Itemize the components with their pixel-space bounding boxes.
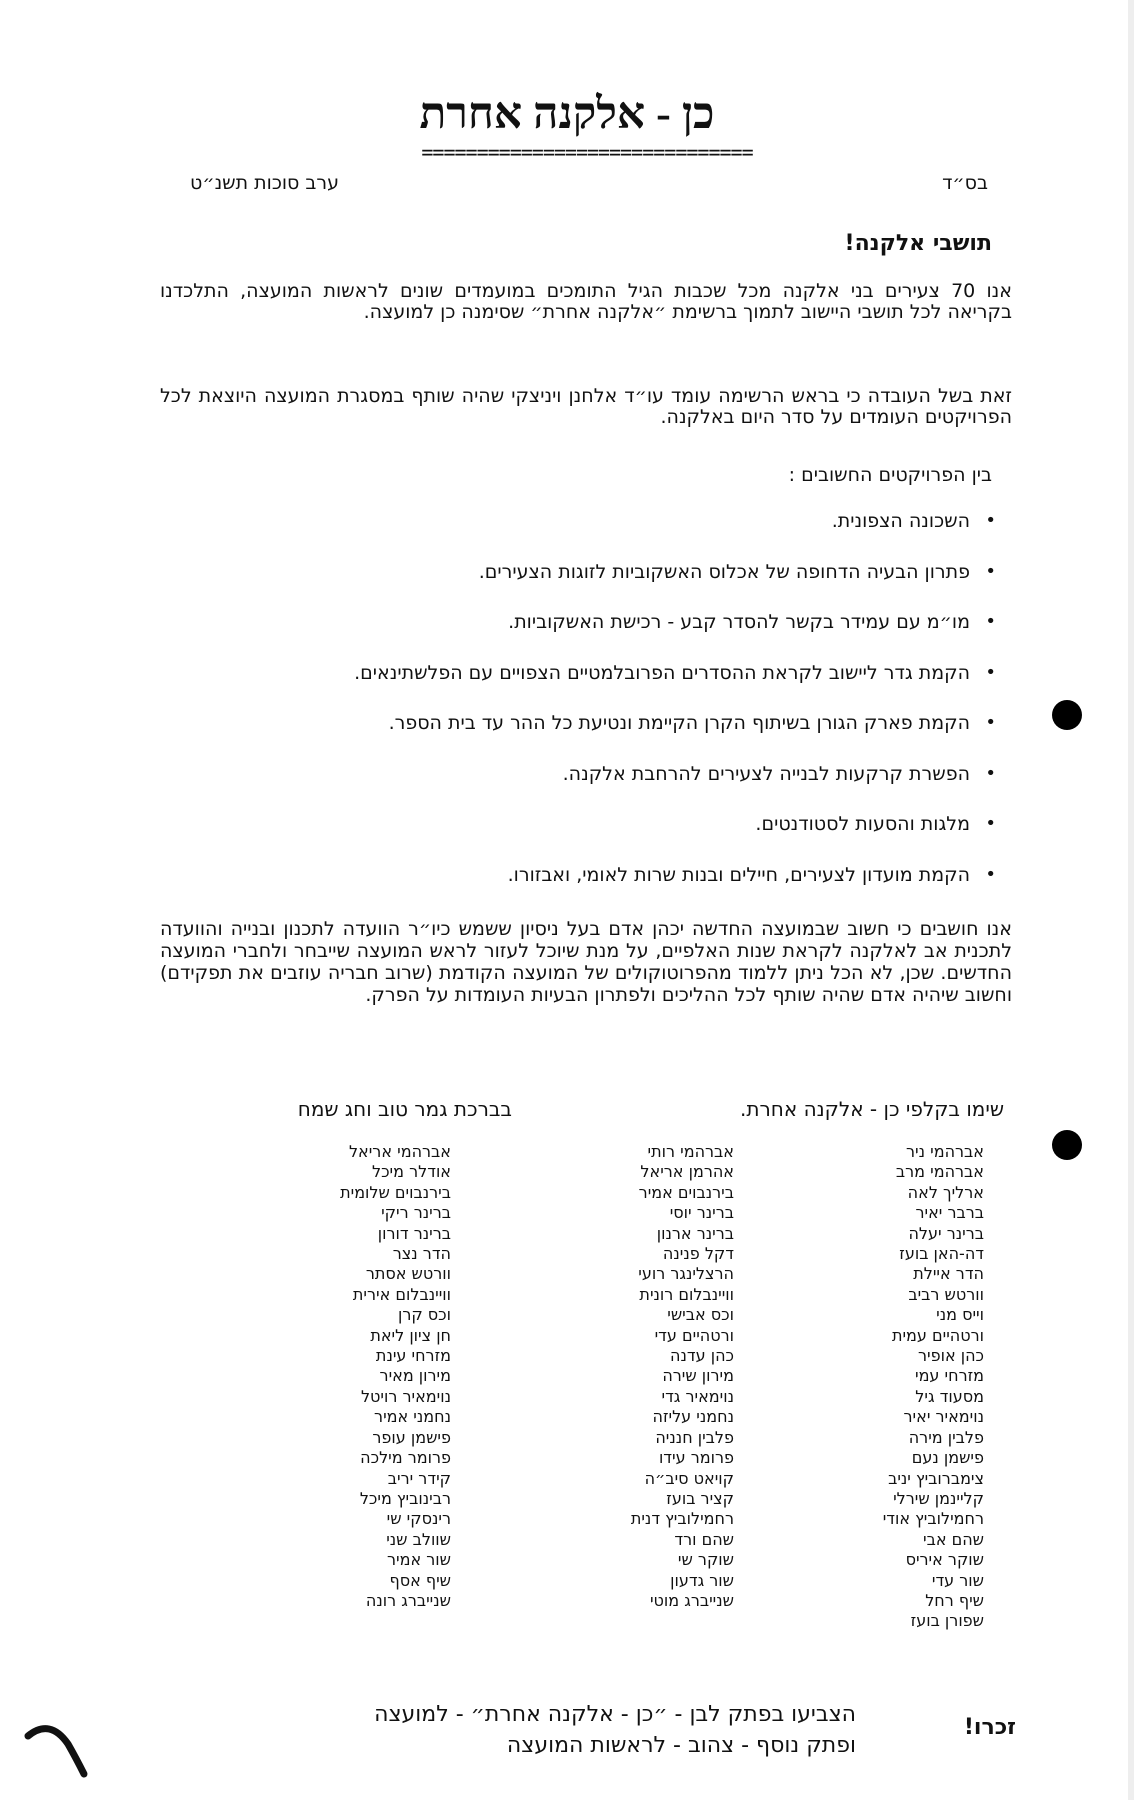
list-item: אברהמי רותי — [647, 1142, 734, 1161]
list-item: קליינמן שירלי — [893, 1488, 984, 1508]
bullet-icon: • — [985, 712, 996, 733]
list-item: רינסקי שי — [386, 1509, 451, 1529]
list-item: רחמילוביץ אודי — [882, 1509, 984, 1529]
vote-line: שימו בקלפי כן - אלקנה אחרת. — [739, 1097, 1004, 1121]
list-item: שור עדי — [931, 1570, 984, 1590]
list-item: וויינבלום רונית — [639, 1284, 734, 1304]
list-item: מירון שירה — [662, 1366, 734, 1386]
list-item: שנייברג רונה — [365, 1590, 451, 1610]
list-item: נוימאיר רויטל — [360, 1386, 451, 1406]
blessing-line: בברכת גמר טוב וחג שמח — [297, 1097, 512, 1121]
list-item: דה-האן בועז — [899, 1244, 984, 1264]
bullet-icon: • — [985, 661, 996, 683]
list-item: פישמן נעם — [911, 1448, 984, 1468]
bullet-icon: • — [985, 762, 996, 784]
project-item: • הקמת מועדון לצעירים, חיילים ובנות שרות לאומי, ואבזורו. — [507, 863, 996, 886]
project-item: • מלגות והסעות לסטודנטים. — [755, 813, 996, 835]
project-item: • מו״מ עם עמידר בקשר להסדר קבע - רכישת האשקוביות. — [508, 611, 996, 633]
list-item: ורטהיים עמית — [891, 1325, 984, 1345]
list-item: וכס אבישי — [667, 1305, 734, 1325]
bsd-mark: בס״ד — [942, 172, 988, 194]
list-item: רבינוביץ מיכל — [359, 1488, 451, 1508]
list-item: וכס קרן — [397, 1305, 451, 1325]
list-item: ברינר דורון — [377, 1223, 451, 1243]
list-item: פישמן עופר — [372, 1427, 451, 1447]
list-item: פרומר מילכה — [360, 1448, 451, 1468]
page-title: כן - אלקנה אחרת — [419, 89, 715, 138]
bullet-icon: • — [985, 560, 996, 582]
list-item: אברהמי ניר — [906, 1142, 984, 1161]
list-item: קידר יריב — [387, 1468, 451, 1488]
list-item: שנייברג מוטי — [649, 1590, 734, 1610]
list-item: הדר נצר — [392, 1244, 451, 1264]
list-item: אהרמן אריאל — [640, 1162, 734, 1182]
list-item: וייס מני — [936, 1305, 984, 1325]
list-item: שור אמיר — [387, 1550, 451, 1570]
list-item: פלבין מירה — [908, 1427, 984, 1447]
list-item: קציר בועז — [666, 1488, 734, 1508]
list-item: הדר איילת — [913, 1264, 984, 1284]
names-column-left — [271, 1142, 451, 1611]
binder-hole-icon — [1052, 700, 1082, 730]
list-item: ברינר יעלה — [908, 1223, 984, 1243]
list-item: אודלר מיכל — [372, 1162, 451, 1182]
names-column-right — [814, 1142, 984, 1632]
list-item: נחמני אמיר — [374, 1407, 451, 1427]
list-item: אברהמי אריאל — [348, 1142, 451, 1161]
footer-line-1: הצביעו בפתק לבן - ״כן - אלקנה אחרת״ - למועצה — [374, 1702, 856, 1727]
project-item: • השכונה הצפונית. — [831, 510, 996, 532]
list-item: שהם ורד — [674, 1529, 734, 1549]
date-line: ערב סוכות תשנ״ט — [190, 172, 340, 194]
list-item: שוקר איריס — [905, 1550, 984, 1570]
intro-paragraph: אנו 70 צעירים בני אלקנה מכל שכבות הגיל התומכים במועמדים שונים לראשות המועצה, התלכדנו בקריאה לכל תושבי היישוב לתמוך ברשימת ״אלקנה אחרת״ שסימנה כן למועצה. — [160, 280, 1012, 323]
bullet-icon: • — [985, 863, 996, 885]
remember-label: זכרו! — [963, 1715, 1016, 1740]
scan-edge — [1128, 0, 1134, 1800]
list-item: קויאט סיב״ה — [644, 1468, 734, 1488]
list-item: מזרחי עינת — [375, 1346, 451, 1366]
list-item: הרצלינגר רועי — [638, 1264, 734, 1284]
list-item: מזרחי עמי — [914, 1366, 984, 1386]
projects-list — [184, 510, 1004, 914]
footer-line-2: ופתק נוסף - צהוב - לראשות המועצה — [506, 1733, 856, 1758]
projects-heading: בין הפרויקטים החשובים : — [788, 464, 992, 486]
greeting: תושבי אלקנה! — [844, 231, 992, 256]
list-item: שיף רחל — [925, 1590, 984, 1610]
list-item: מסעוד גיל — [915, 1386, 984, 1406]
list-item: שיף אסף — [389, 1570, 451, 1590]
bullet-icon: • — [985, 813, 996, 834]
bullet-icon: • — [985, 611, 996, 632]
list-item: פרומר עידו — [658, 1448, 734, 1468]
corner-mark-icon — [20, 1710, 90, 1780]
list-item: פלבין חנניה — [655, 1427, 734, 1447]
project-item: • הקמת גדר ליישוב לקראת ההסדרים הפרובלמטיים הצפויים עם הפלשתינאים. — [354, 661, 996, 684]
list-item: רחמילוביץ דנית — [630, 1509, 734, 1529]
list-item: נוימאיר יאיר — [903, 1407, 984, 1427]
list-item: חן ציון ליאת — [370, 1325, 451, 1345]
list-item: ברינר יוסי — [669, 1203, 734, 1223]
list-item: ברינר ריקי — [381, 1203, 451, 1223]
closing-paragraph: אנו חושבים כי חשוב שבמועצה החדשה יכהן אדם בעל ניסיון ששמש כיו״ר הוועדה לתכנון ובנייה והוועדה לתכנית אב לאלקנה לקראת שנות האלפיים, על מנת שיוכל לעזור לראש המועצה שייבחר ולחברי המועצה החדשים. שכן, לא הכל ניתן ללמוד מהפרוטוקולים של המועצה הקודמת (שרוב חבריה עוזבים את תפקידם) וחשוב שיהיה אדם שהיה שותף לכל ההליכים ולפתרון הבעיות העומדות על הפרק. — [160, 918, 1012, 1006]
list-item: וורטש רביב — [908, 1284, 984, 1304]
list-item: כהן אופיר — [917, 1346, 984, 1366]
reason-paragraph: זאת בשל העובדה כי בראש הרשימה עומד עו״ד אלחנן ויניצקי שהיה שותף במסגרת המועצה היוצאת לכל הפרויקטים העומדים על סדר היום באלקנה. — [160, 385, 1012, 428]
project-item: • פתרון הבעיה הדחופה של אכלוס האשקוביות לזוגות הצעירים. — [478, 560, 996, 583]
list-item: בירנבוים אמיר — [638, 1182, 734, 1202]
list-item: ורטהיים עדי — [654, 1325, 734, 1345]
list-item: ברבר יאיר — [915, 1203, 984, 1223]
list-item: ברינר ארנון — [656, 1223, 734, 1243]
list-item: מירון מאיר — [379, 1366, 451, 1386]
list-item: בירנבוים שלומית — [340, 1182, 451, 1202]
names-column-middle — [554, 1142, 734, 1611]
list-item: ארליך לאה — [907, 1182, 984, 1202]
title-separator: ============================== — [421, 145, 753, 159]
project-item: • הקמת פארק הגורן בשיתוף הקרן הקיימת ונטיעת כל ההר עד בית הספר. — [388, 712, 996, 734]
bullet-icon: • — [985, 510, 996, 531]
list-item: וורטש אסתר — [365, 1264, 451, 1284]
list-item: נחמני עליזה — [652, 1407, 734, 1427]
list-item: אברהמי מרב — [895, 1162, 984, 1182]
list-item: צימברוביץ יניב — [888, 1468, 984, 1488]
list-item: וויינבלום אירית — [352, 1284, 451, 1304]
list-item: נוימאיר גדי — [661, 1386, 734, 1406]
list-item: שוולב שני — [386, 1529, 451, 1549]
list-item: כהן עדנה — [670, 1346, 734, 1366]
list-item: שפורן בועז — [910, 1611, 984, 1631]
list-item: דקל פנינה — [662, 1244, 734, 1264]
project-item: • הפשרת קרקעות לבנייה לצעירים להרחבת אלקנה. — [562, 762, 996, 785]
list-item: שור גדעון — [670, 1570, 734, 1590]
binder-hole-icon — [1052, 1130, 1082, 1160]
list-item: שהם אבי — [922, 1529, 984, 1549]
list-item: שוקר שי — [677, 1550, 734, 1570]
